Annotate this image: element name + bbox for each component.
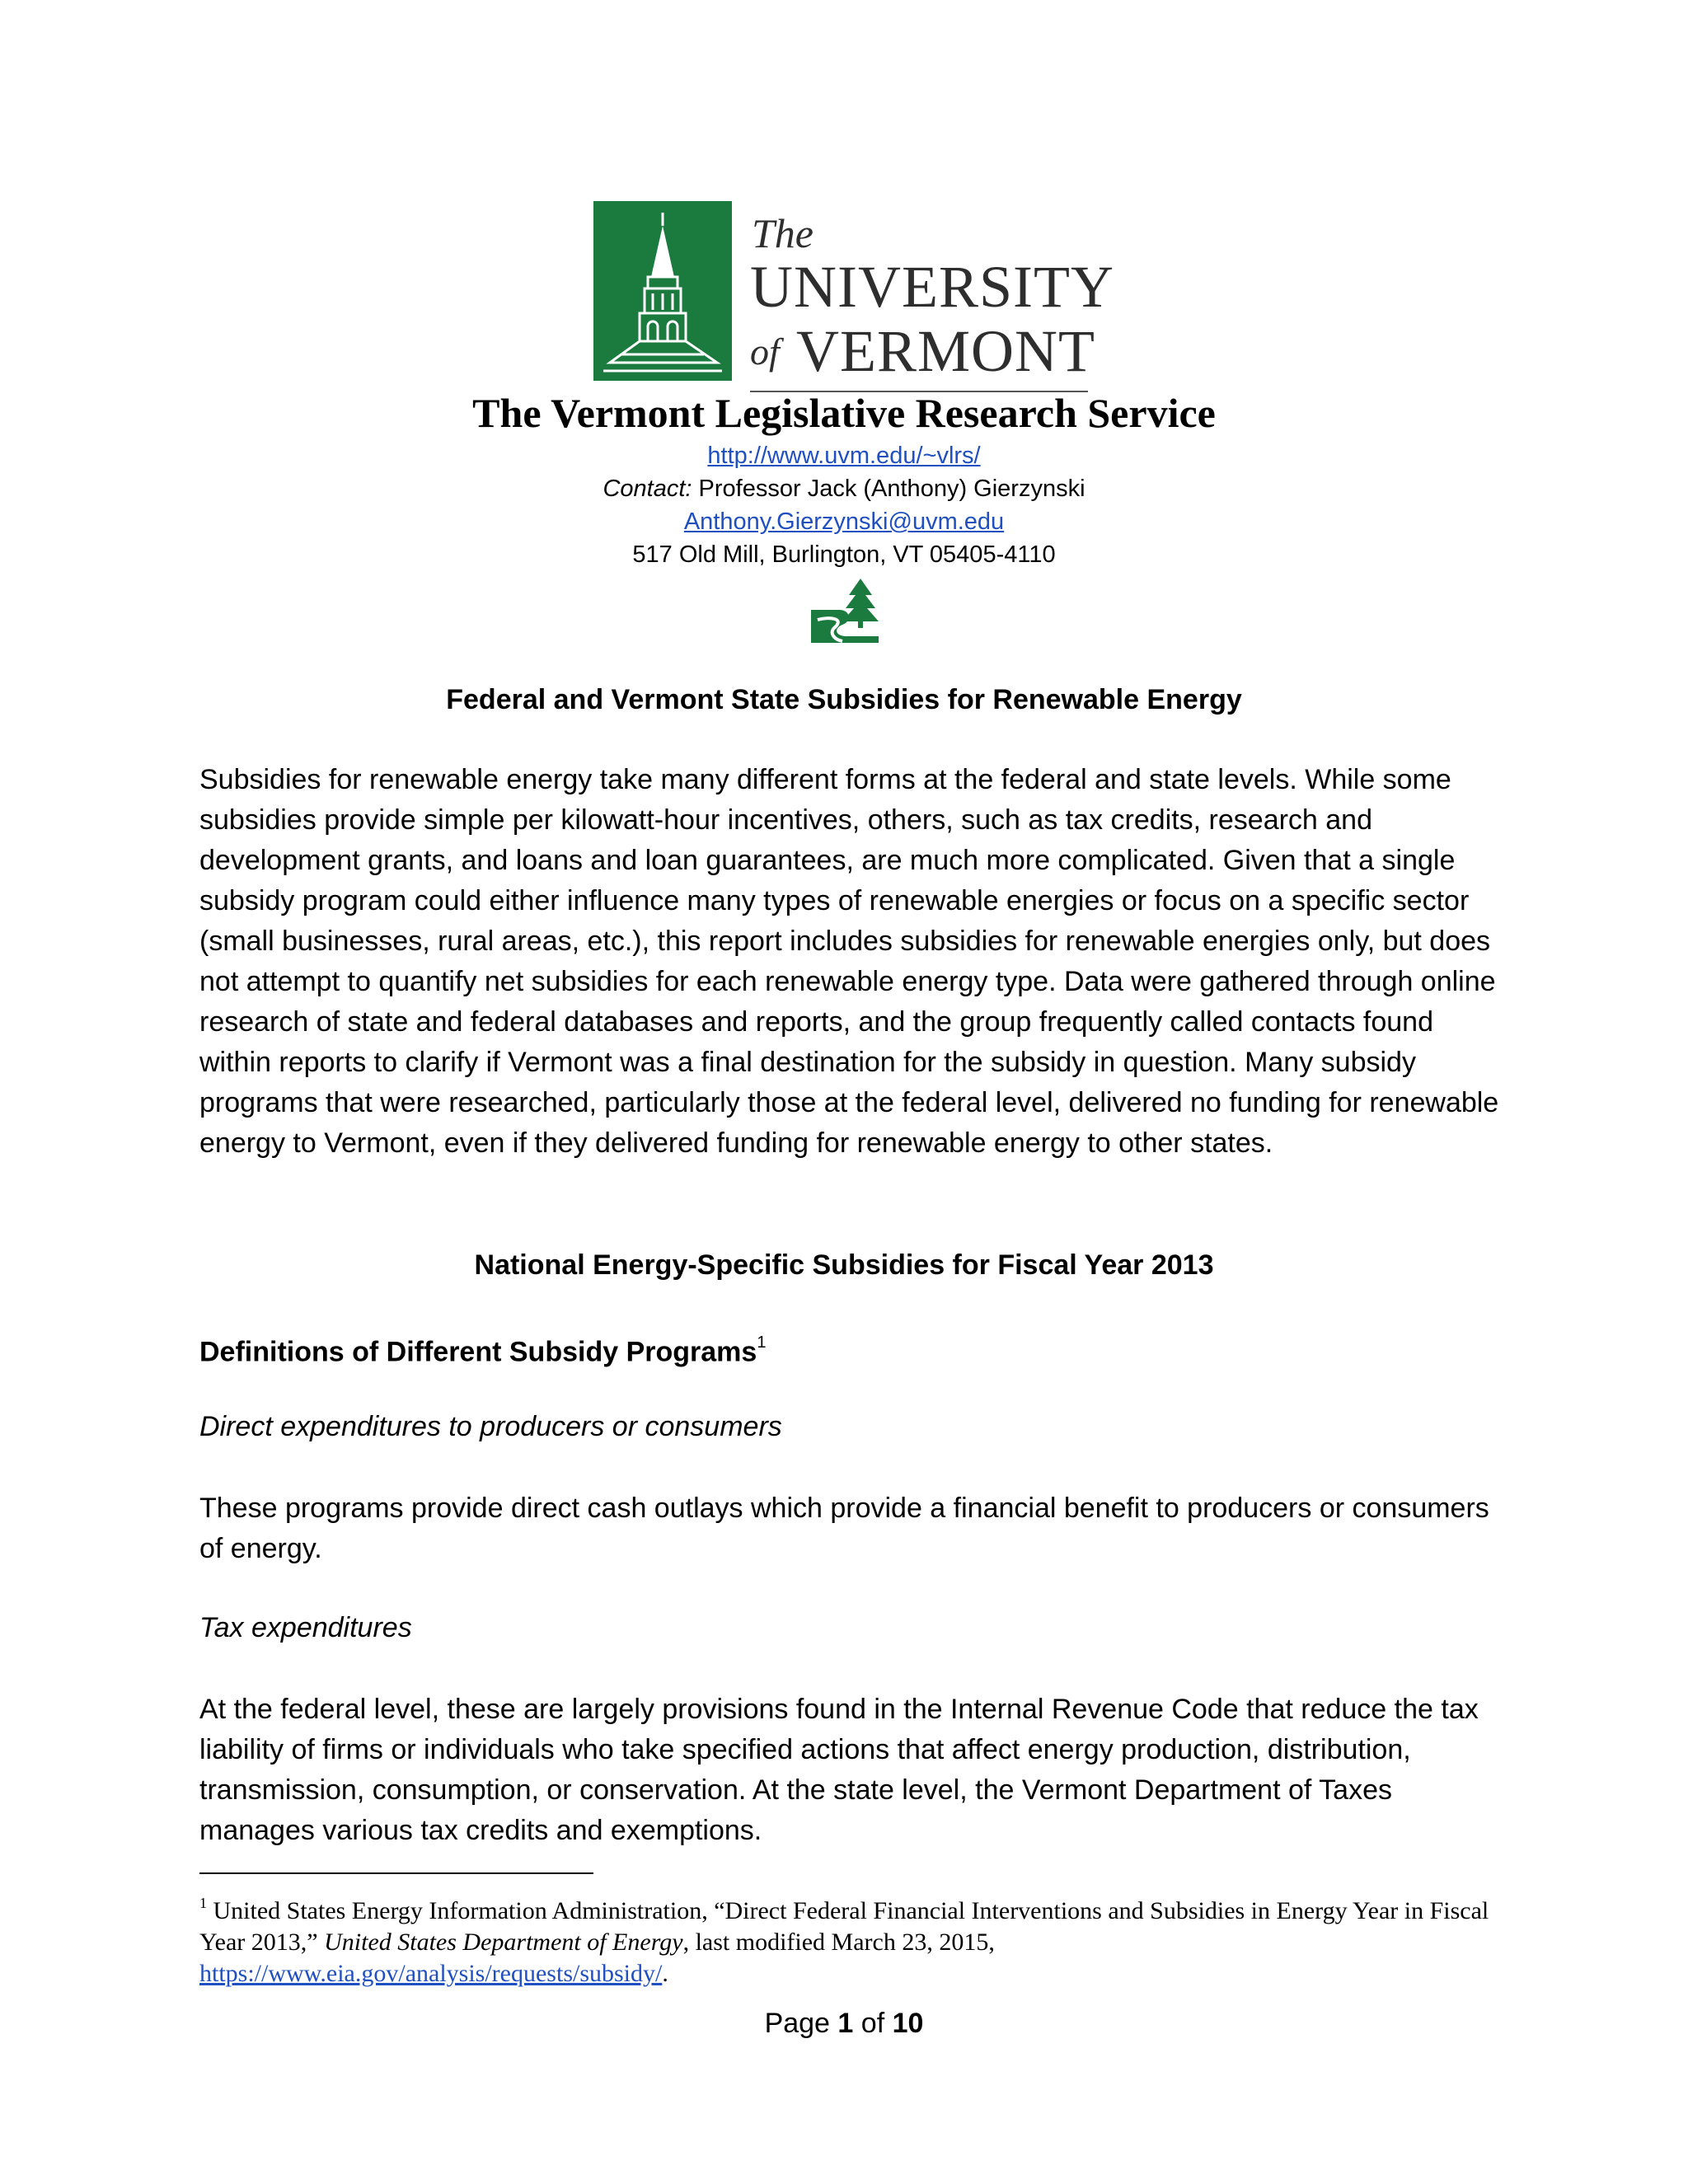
page-number (0, 2004, 1688, 2042)
document-title: Federal and Vermont State Subsidies for Renewable Energy (446, 684, 1242, 715)
wordmark-of: of (750, 330, 780, 373)
website-link[interactable]: http://www.uvm.edu/~vlrs/ (707, 443, 981, 469)
definitions-heading (199, 1327, 766, 1371)
email-link[interactable]: Anthony.Gierzynski@uvm.edu (683, 509, 1005, 535)
page-total: 10 (892, 2008, 924, 2039)
website-line (0, 438, 1688, 473)
page-of: of (860, 2008, 885, 2039)
footnote-source: United States Department of Energy (324, 1929, 683, 1956)
address-line: 517 Old Mill, Burlington, VT 05405-4110 (632, 541, 1056, 568)
footnote-ref[interactable]: 1 (757, 1333, 767, 1352)
contact-line (0, 471, 1688, 506)
organization-title: The Vermont Legislative Research Service (472, 390, 1216, 436)
footnote-trail: . (662, 1960, 668, 1987)
wordmark-university: UNIVERSITY (750, 254, 1114, 320)
wordmark-the: The (752, 210, 814, 256)
footnote-text-a: United States Energy Information Administration, “Direct Federal Financial Interventions and Subsidies in Energy Year in Fiscal Year 2013,” (199, 1897, 1489, 1956)
page-prefix: Page (764, 2008, 830, 2039)
university-wordmark (750, 210, 1114, 384)
footnote-divider (199, 1872, 593, 1874)
contact-label: Contact: (603, 476, 692, 502)
tax-expenditures-heading: Tax expenditures (199, 1612, 412, 1643)
tax-expenditures-text: At the federal level, these are largely provisions found in the Internal Revenue Code that reduce the tax liability of firms or individuals who take specified actions that affect energy production, distribution, transmission, consumption, or conservation. At the state level, the Vermont Department of Taxes manages various tax credits and exemptions. (199, 1694, 1479, 1846)
footnote (199, 1889, 1518, 1990)
direct-expenditures-text: These programs provide direct cash outlays which provide a financial benefit to producers or consumers of energy. (199, 1493, 1489, 1564)
tower-emblem-icon (593, 201, 732, 381)
university-logo (593, 201, 1114, 384)
page-current: 1 (837, 2008, 854, 2039)
footnote-url-link[interactable]: https://www.eia.gov/analysis/requests/subsidy/ (199, 1960, 663, 1987)
footnote-text-b: , last modified March 23, 2015, (682, 1929, 995, 1956)
direct-expenditures-heading: Direct expenditures to producers or consumers (199, 1411, 782, 1442)
footnote-number: 1 (199, 1895, 207, 1911)
section-heading: National Energy-Specific Subsidies for Fiscal Year 2013 (474, 1249, 1214, 1281)
tree-road-icon (809, 577, 879, 643)
intro-paragraph: Subsidies for renewable energy take many different forms at the federal and state levels. While some subsidies provide simple per kilowatt-hour incentives, others, such as tax credits, research and development grants, and loans and loan guarantees, are much more complicated. Given that a single subsidy program could either influence many types of renewable energies or focus on a specific sector (small businesses, rural areas, etc.), this report includes subsidies for renewable energies only, but does not attempt to quantify net subsidies for each renewable energy type. Data were gathered through online research of state and federal databases and reports, and the group frequently called contacts found within reports to clarify if Vermont was a final destination for the subsidy in question. Many subsidy programs that were researched, particularly those at the federal level, delivered no funding for renewable energy to Vermont, even if they delivered funding for renewable energy to other states. (199, 764, 1499, 1159)
email-line (0, 504, 1688, 539)
wordmark-vermont: VERMONT (796, 318, 1095, 384)
definitions-heading-text: Definitions of Different Subsidy Programs (199, 1336, 757, 1368)
contact-name: Professor Jack (Anthony) Gierzynski (698, 476, 1085, 502)
